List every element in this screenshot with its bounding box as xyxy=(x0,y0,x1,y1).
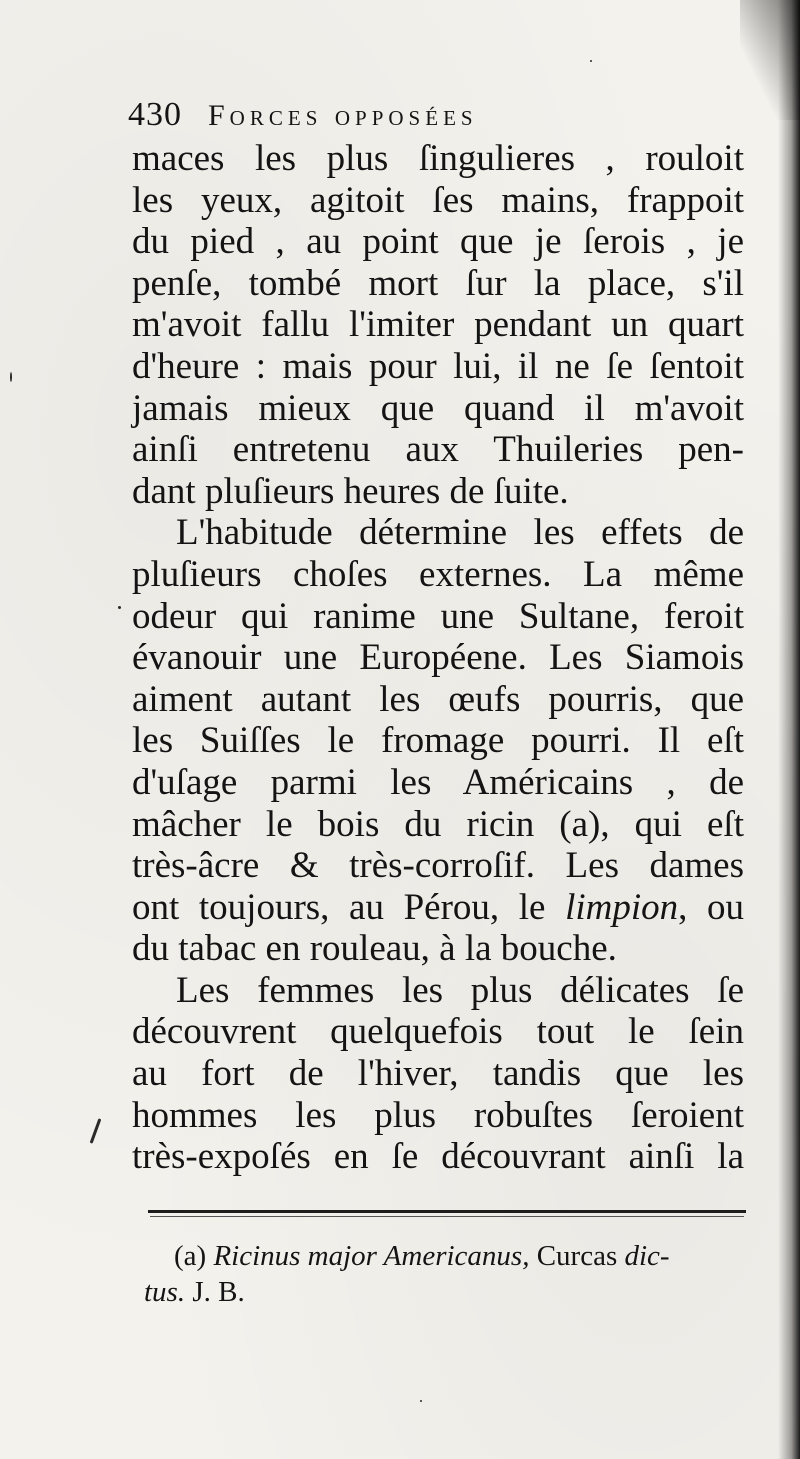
text-line: ainſi entretenu aux Thuileries pen- xyxy=(132,429,744,471)
text-segment: ont toujours, au Pérou, le xyxy=(132,886,566,928)
text-line: m'avoit fallu l'imiter pendant un quart xyxy=(132,304,744,346)
italic-term: limpion xyxy=(565,886,679,928)
text-line: jamais mieux que quand il m'avoit xyxy=(132,387,744,429)
text-line: hommes les plus robuſtes ſeroient xyxy=(132,1094,744,1136)
text-line: d'heure : mais pour lui, il ne ſe ſentoit xyxy=(132,345,744,387)
text-line: mâcher le bois du ricin (a), qui eſt xyxy=(132,803,744,845)
footnote xyxy=(144,1238,752,1310)
text-line: penſe, tombé mort ſur la place, s'il xyxy=(132,262,744,304)
speck xyxy=(118,606,121,609)
footnote-line xyxy=(144,1238,752,1274)
text-line: évanouir une Européene. Les Siamois xyxy=(132,637,744,679)
text-segment: , ou xyxy=(678,886,745,928)
page-edge-shadow xyxy=(778,0,800,1459)
text-line: d'uſage parmi les Américains , de xyxy=(132,761,744,803)
footnote-line xyxy=(144,1274,752,1310)
page-header xyxy=(128,96,768,136)
text-line: les Suiſſes le fromage pourri. Il eſt xyxy=(132,720,744,762)
text-line: très-âcre & très-corroſif. Les dames xyxy=(132,845,744,887)
speck xyxy=(590,60,592,62)
footnote-species-name: Ricinus major Americanus, xyxy=(213,1240,530,1272)
text-line: du pied , au point que je ſerois , je xyxy=(132,221,744,263)
running-head: Forces opposées xyxy=(208,99,478,132)
text-line: aiment autant les œufs pourris, que xyxy=(132,678,744,720)
speck xyxy=(10,372,12,382)
footnote-rule-secondary xyxy=(150,1216,744,1217)
speck xyxy=(90,1118,102,1143)
text-line: les yeux, agitoit ſes mains, frappoit xyxy=(132,179,744,221)
text-line: très-expoſés en ſe découvrant ainſi la xyxy=(132,1136,744,1178)
footnote-italic-text: tus. xyxy=(144,1276,186,1308)
footnote-italic-text: dic- xyxy=(624,1240,670,1272)
text-line: au fort de l'hiver, tandis que les xyxy=(132,1053,744,1095)
paragraph-start-line: Les femmes les plus délicates ſe xyxy=(176,969,744,1011)
text-line: maces les plus ſingulieres , rouloit xyxy=(132,138,744,179)
footnote-rule xyxy=(148,1210,746,1213)
text-line: odeur qui ranime une Sultane, feroit xyxy=(132,595,744,637)
text-line: dant pluſieurs heures de ſuite. xyxy=(132,470,569,512)
text-line: du tabac en rouleau, à la bouche. xyxy=(132,928,617,970)
page-number: 430 xyxy=(128,96,182,133)
body-text xyxy=(132,138,744,1178)
footnote-text: Curcas xyxy=(536,1240,618,1272)
footnote-marker: (a) xyxy=(174,1240,207,1272)
text-line: pluſieurs choſes externes. La même xyxy=(132,553,744,595)
footnote-attribution: J. B. xyxy=(192,1276,245,1308)
speck xyxy=(420,1400,422,1402)
text-line: découvrent quelquefois tout le ſein xyxy=(132,1011,744,1053)
text-line-with-italic xyxy=(132,887,744,929)
paragraph-start-line: L'habitude détermine les effets de xyxy=(176,512,744,554)
